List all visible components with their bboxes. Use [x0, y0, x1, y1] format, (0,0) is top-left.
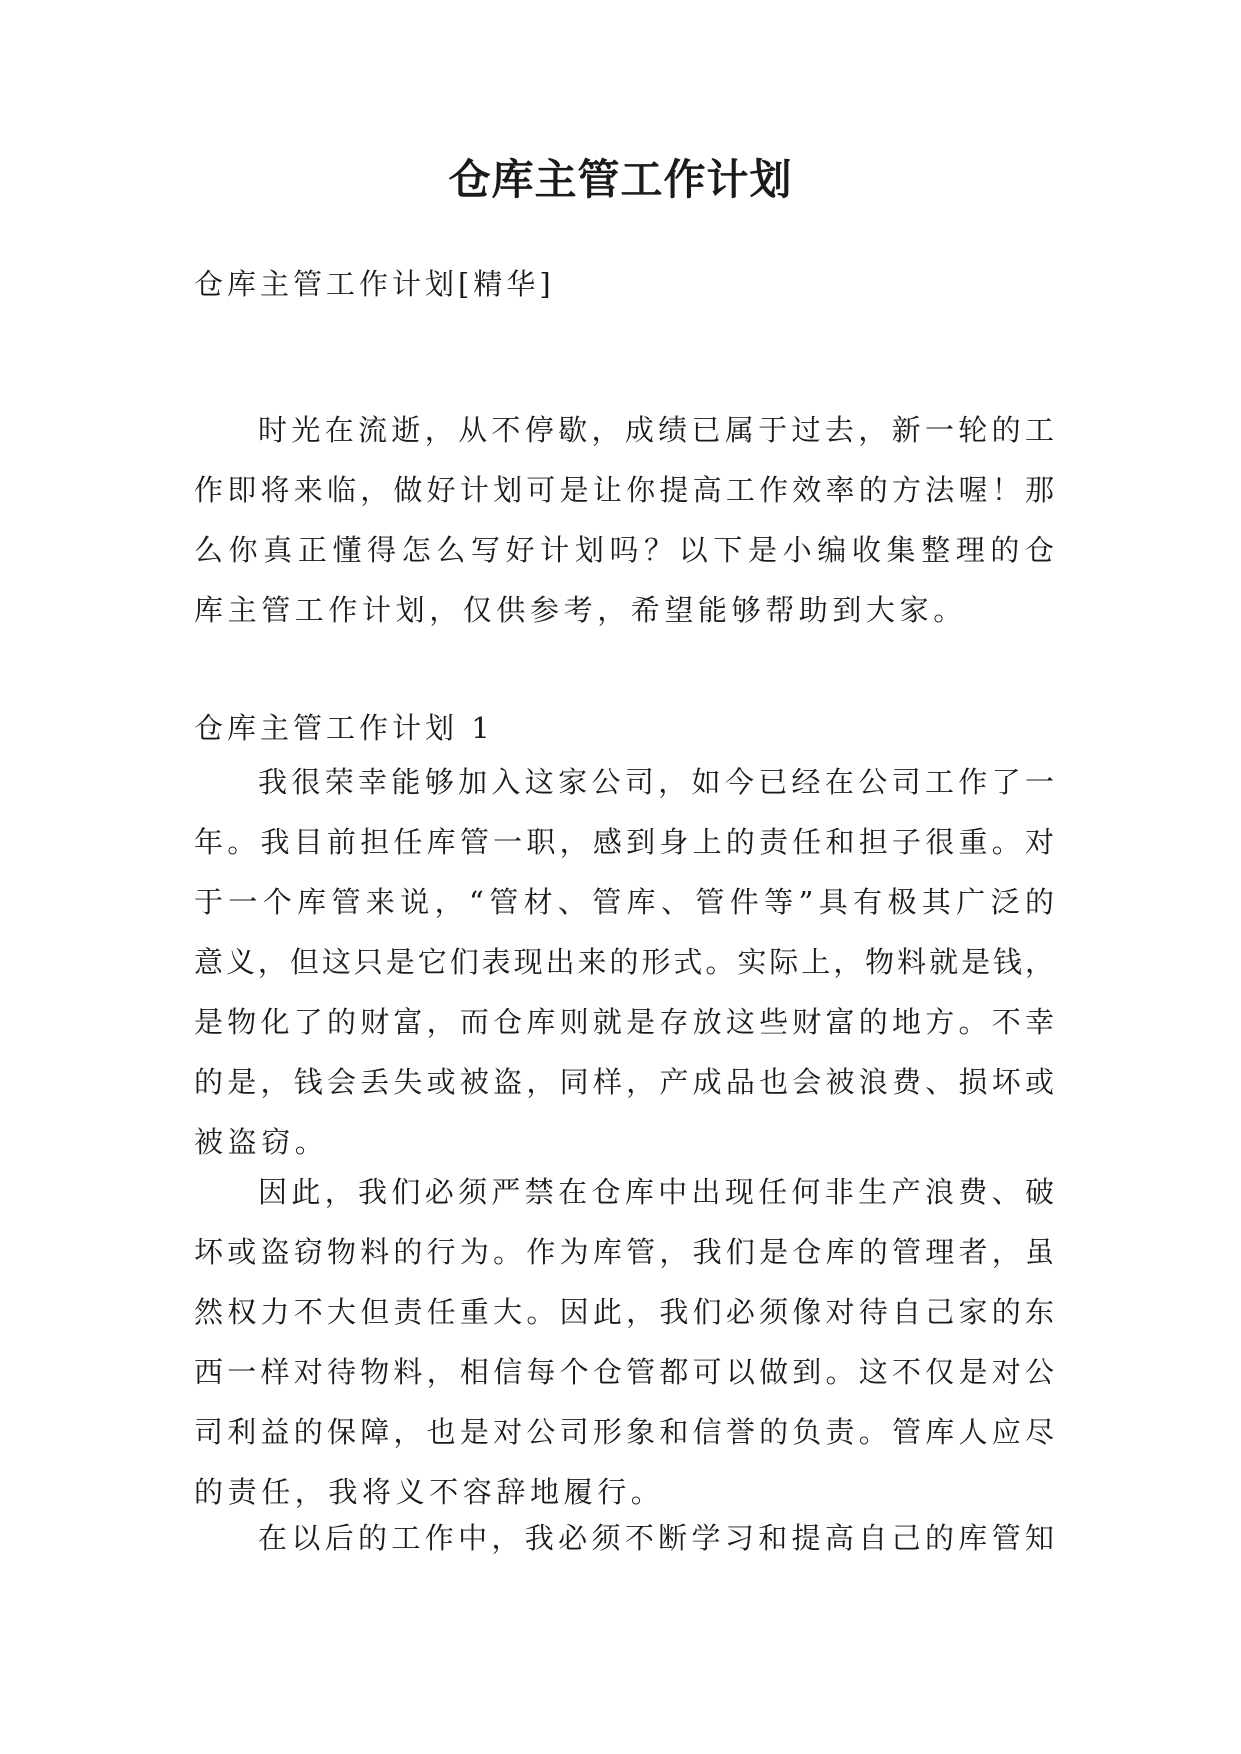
- intro-line: 作即将来临，做好计划可是让你提高工作效率的方法喔！那: [194, 473, 1054, 507]
- paragraph-line: 是物化了的财富，而仓库则就是存放这些财富的地方。不幸: [194, 1005, 1054, 1039]
- paragraph-line: 意义，但这只是它们表现出来的形式。实际上，物料就是钱，: [194, 945, 1054, 979]
- paragraph-line: 年。我目前担任库管一职，感到身上的责任和担子很重。对: [194, 825, 1054, 859]
- paragraph-line: 因此，我们必须严禁在仓库中出现任何非生产浪费、破: [258, 1175, 1054, 1209]
- intro-line: 么你真正懂得怎么写好计划吗？以下是小编收集整理的仓: [194, 533, 1054, 567]
- paragraph-line: 的是，钱会丢失或被盗，同样，产成品也会被浪费、损坏或: [194, 1065, 1054, 1099]
- intro-line: 库主管工作计划，仅供参考，希望能够帮助到大家。: [194, 593, 967, 627]
- intro-line: 时光在流逝，从不停歇，成绩已属于过去，新一轮的工: [258, 413, 1054, 447]
- paragraph-line: 司利益的保障，也是对公司形象和信誉的负责。管库人应尽: [194, 1415, 1054, 1449]
- document-subtitle: 仓库主管工作计划[精华]: [194, 267, 555, 301]
- paragraph-line: 我很荣幸能够加入这家公司，如今已经在公司工作了一: [258, 765, 1054, 799]
- document-title: 仓库主管工作计划: [448, 155, 793, 204]
- body-paragraph-3: [194, 1508, 1054, 1568]
- intro-paragraph: [194, 400, 1054, 640]
- paragraph-line: 被盗窃。: [194, 1125, 329, 1159]
- paragraph-line: 的责任，我将义不容辞地履行。: [194, 1475, 665, 1509]
- paragraph-line: 于一个库管来说，“管材、管库、管件等”具有极其广泛的: [194, 885, 1054, 919]
- body-paragraph-1: [194, 752, 1054, 1172]
- section-heading: 仓库主管工作计划 1: [194, 711, 494, 745]
- paragraph-line: 坏或盗窃物料的行为。作为库管，我们是仓库的管理者，虽: [194, 1235, 1054, 1269]
- paragraph-line: 然权力不大但责任重大。因此，我们必须像对待自己家的东: [194, 1295, 1054, 1329]
- paragraph-line: 在以后的工作中，我必须不断学习和提高自己的库管知: [258, 1521, 1054, 1555]
- paragraph-line: 西一样对待物料，相信每个仓管都可以做到。这不仅是对公: [194, 1355, 1054, 1389]
- body-paragraph-2: [194, 1162, 1054, 1522]
